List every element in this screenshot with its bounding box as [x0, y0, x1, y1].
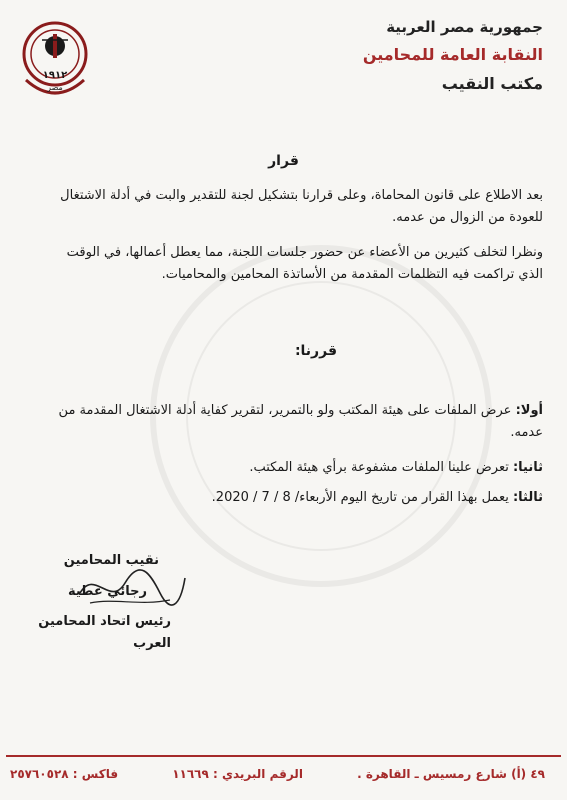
decided-heading: قررنا: [294, 343, 337, 359]
signature-name: رجائي عطية [67, 584, 147, 599]
footer-address: ٤٩ (أ) شارع رمسيس ـ القاهرة . [357, 767, 545, 781]
footer-divider [6, 755, 561, 757]
document-title: قرار [268, 153, 299, 169]
signature-title: نقيب المحامين [63, 553, 159, 568]
item-lead: أولا: [515, 403, 543, 418]
item-lead: ثالثا: [512, 490, 543, 505]
header-country: جمهورية مصر العربية [386, 18, 543, 36]
footer-postal: الرقم البريدي : ١١٦٦٩ [172, 767, 303, 781]
logo-year: ١٩١٢ [42, 70, 68, 81]
item-text: عرض الملفات على هيئة المكتب ولو بالتمرير، لتقرير كفاية أدلة الاشتغال المقدمة من عدمه. [58, 403, 543, 440]
footer [10, 762, 545, 786]
logo-country: مصر [47, 83, 63, 92]
header-syndicate: النقابة العامة للمحامين [362, 45, 543, 64]
item-text: تعرض علينا الملفات مشفوعة برأي هيئة المكتب. [249, 460, 513, 475]
bar-association-logo-icon [20, 20, 90, 108]
decision-item-1 [43, 400, 543, 444]
paragraph-2: ونظرا لتخلف كثيرين من الأعضاء عن حضور جلسات اللجنة، مما يعطل أعمالها، في الوقت الذي تراكمت فيه التظلمات المقدمة من الأساتذة المحامين والمحاميات. [66, 245, 543, 282]
item-text: يعمل بهذا القرار من تاريخ اليوم الأربعاء/ 8 / 7 / 2020. [211, 490, 513, 505]
item-lead: ثانيا: [512, 460, 543, 475]
signature-position: رئيس اتحاد المحامين العرب [38, 614, 171, 651]
paragraph-1: بعد الاطلاع على قانون المحاماة، وعلى قرارنا بتشكيل لجنة للتقدير والبت في أدلة الاشتغال للعودة من الزوال من عدمه. [60, 188, 543, 225]
header-office: مكتب النقيب [441, 74, 543, 93]
decision-item-3 [43, 487, 543, 509]
footer-fax: فاكس : ٢٥٧٦٠٥٢٨ [10, 767, 119, 781]
decision-item-2 [43, 457, 543, 479]
